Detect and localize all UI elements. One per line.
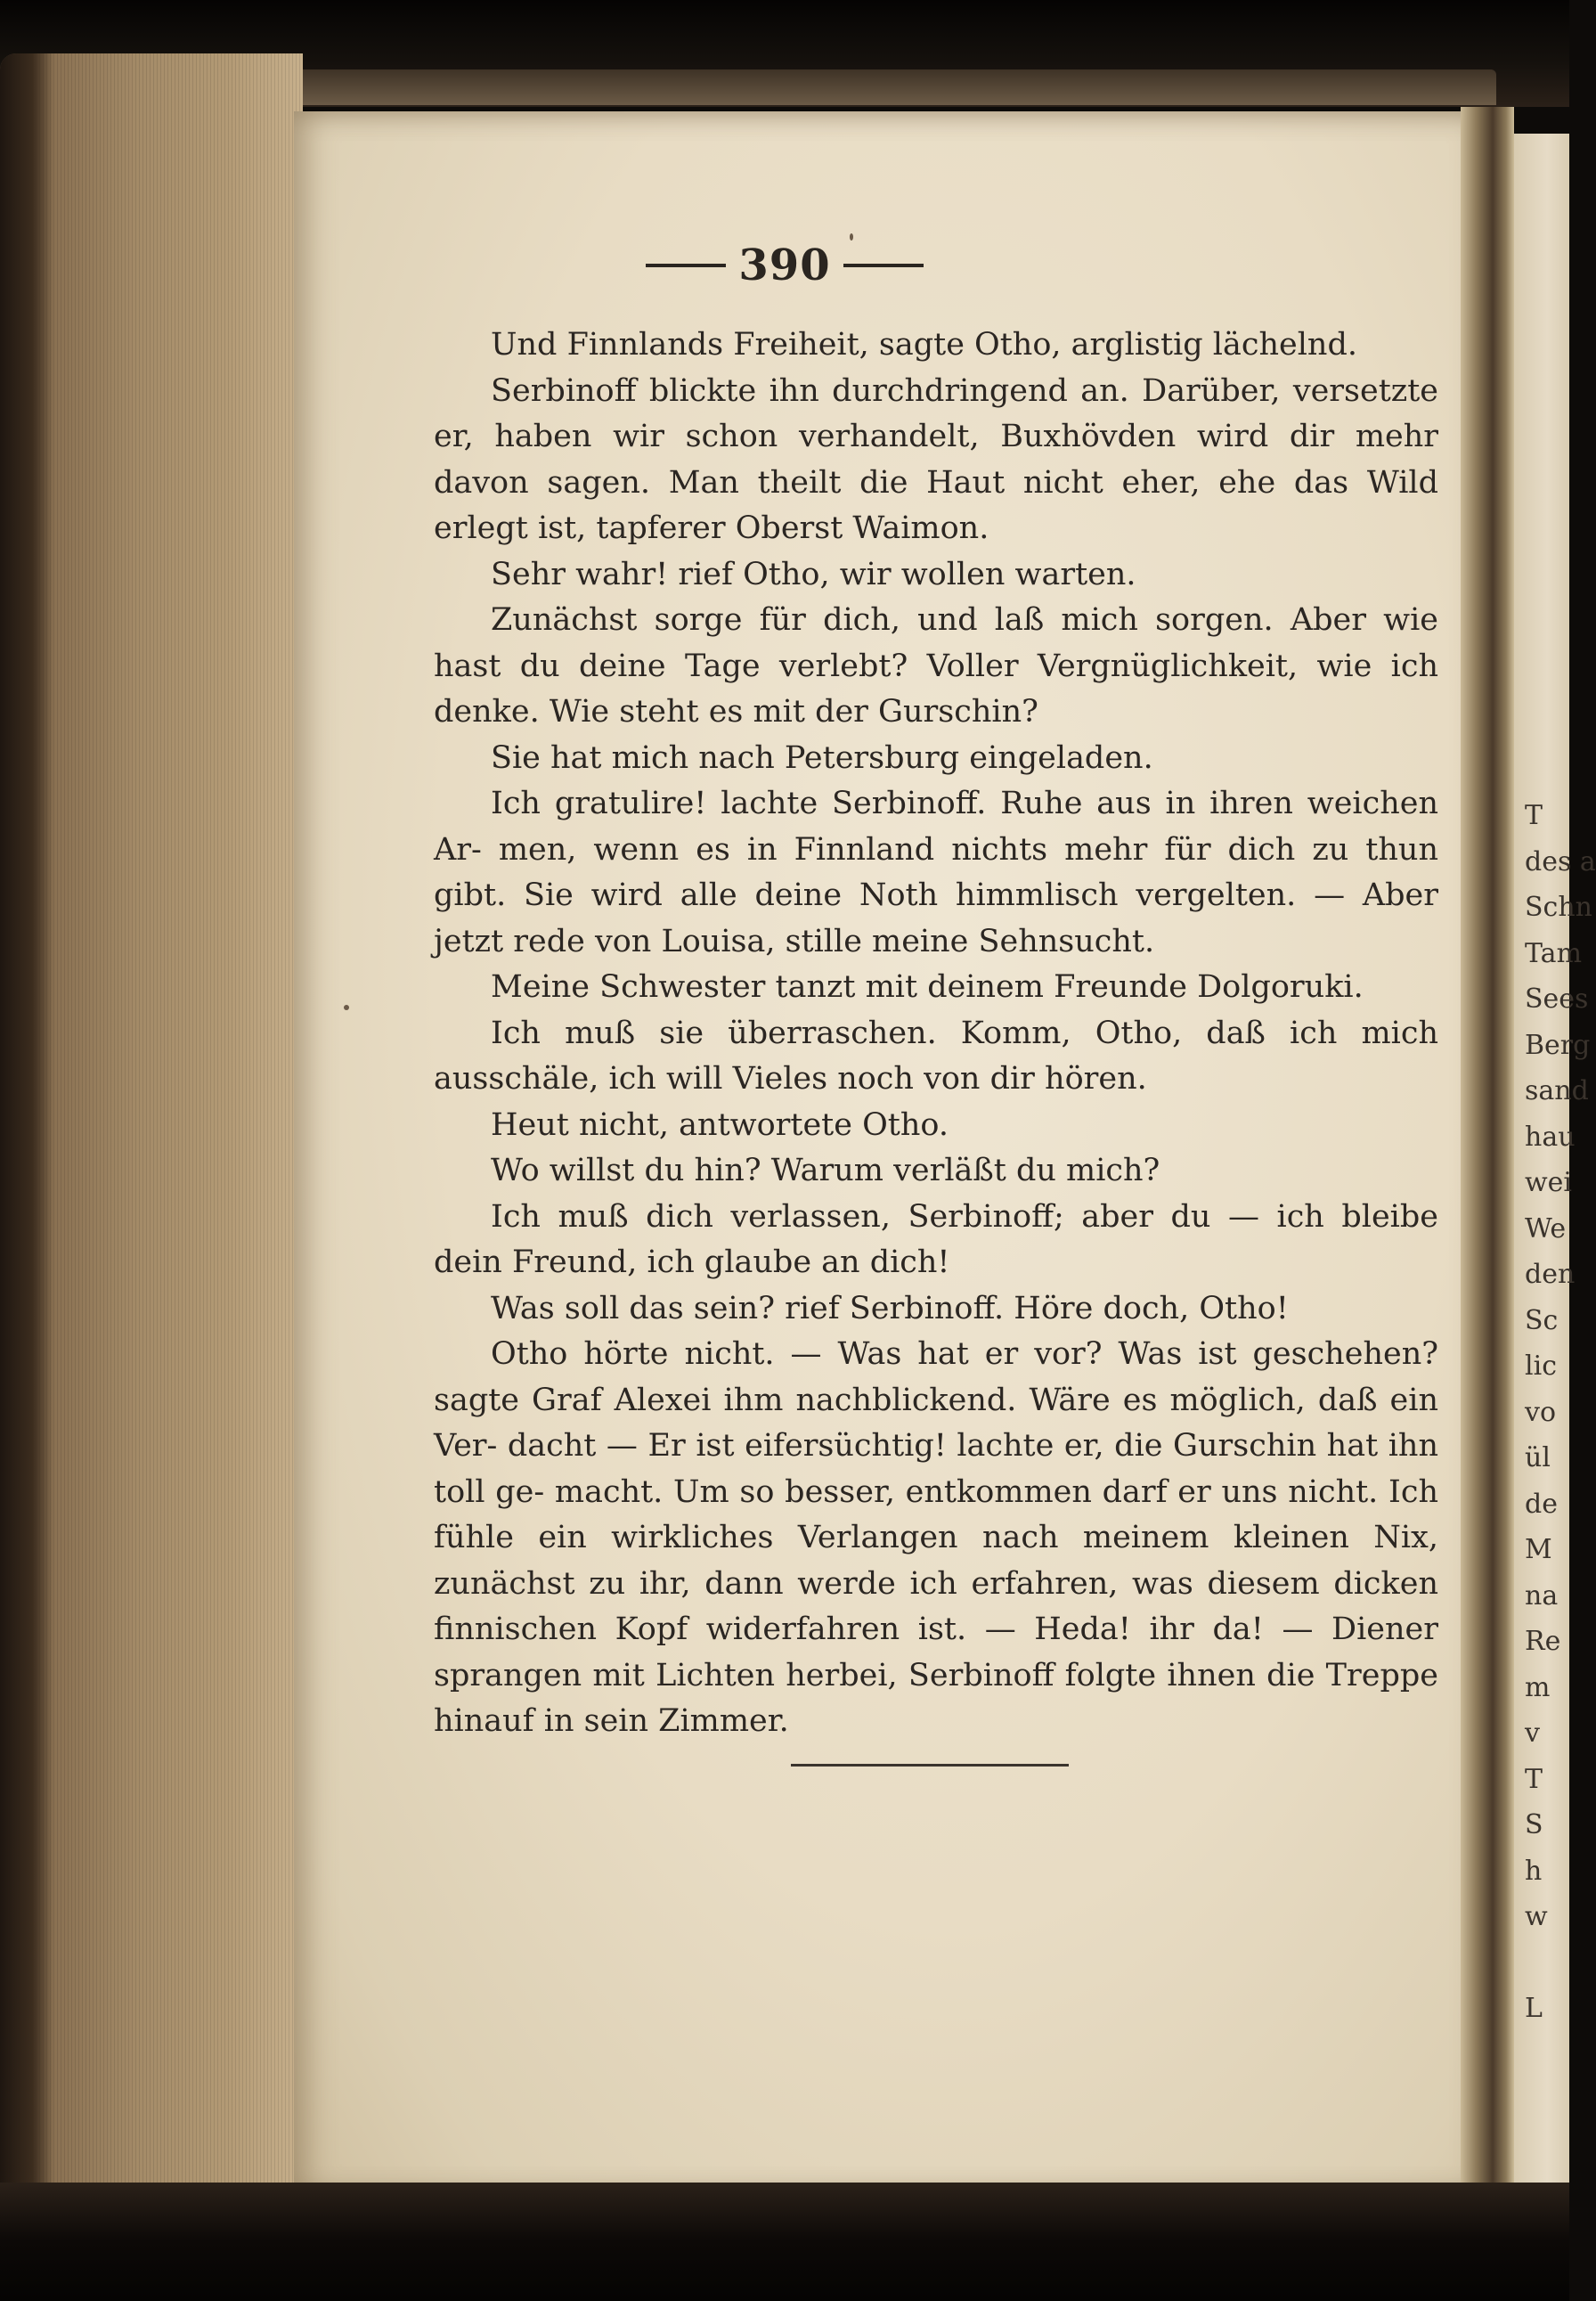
facing-page-line: We (1525, 1212, 1567, 1244)
facing-page-line: Re (1525, 1626, 1561, 1657)
facing-page-line: T (1525, 1763, 1543, 1795)
facing-page-line: Sc (1525, 1304, 1559, 1336)
paragraph: Ich muß dich verlassen, Serbinoff; aber du — ich bleibe dein Freund, ich glaube an dich! (434, 1198, 1438, 1280)
paragraph: Ich gratulire! lachte Serbinoff. Ruhe aus in ihren weichen Ar- men, wenn es in Finnland nichts mehr für dich zu thun gibt. Sie wird alle deine Noth himmlisch vergelten. — Aber jetzt rede von Louisa, stille meine Sehnsucht. (434, 786, 1438, 959)
paragraph: Ich muß sie überraschen. Komm, Otho, daß ich mich ausschäle, ich will Vieles noch von dir hören. (434, 1015, 1438, 1097)
facing-page-line: M (1525, 1534, 1552, 1565)
book-cover-bottom (0, 2183, 1569, 2301)
facing-page-line: des a (1525, 845, 1596, 877)
facing-page-line: L (1525, 1993, 1543, 2024)
facing-page-line (1514, 1940, 1569, 1987)
paragraph: Heut nicht, antwortete Otho. (491, 1106, 949, 1143)
paragraph: Und Finnlands Freiheit, sagte Otho, arglistig lächelnd. (491, 327, 1357, 363)
facing-page-fragment (1514, 134, 1596, 2191)
facing-page-line: m (1525, 1671, 1551, 1703)
paragraph: Serbinoff blickte ihn durchdringend an. Darüber, versetzte er, haben wir schon verhandelt, Buxhövden wird dir mehr davon sagen. Man theilt die Haut nicht eher, ehe das Wild erlegt ist, tapferer Oberst Waimon. (434, 372, 1438, 546)
paper-speck (850, 233, 853, 241)
facing-page-line: hau (1525, 1121, 1576, 1153)
facing-page-line: vo (1525, 1396, 1557, 1428)
page-body-text (434, 322, 1438, 1745)
facing-page-line: wei (1525, 1167, 1573, 1198)
paper-speck (344, 1005, 349, 1010)
paragraph: Sie hat mich nach Petersburg eingeladen. (491, 739, 1153, 776)
paragraph: Zunächst sorge für dich, und laß mich sorgen. Aber wie hast du deine Tage verlebt? Voller Vergnüglichkeit, wie ich denke. Wie steht es mit der Gurschin? (434, 602, 1438, 730)
facing-page-line: na (1525, 1579, 1559, 1612)
facing-page-line: Berg (1525, 1029, 1591, 1061)
facing-page-line: Sees (1525, 983, 1589, 1015)
facing-page-line: lic (1525, 1350, 1557, 1382)
facing-page-line: ül (1525, 1442, 1551, 1473)
facing-page-line: h (1525, 1855, 1543, 1887)
paragraph: Sehr wahr! rief Otho, wir wollen warten. (491, 556, 1136, 592)
header-dash-right (843, 264, 924, 267)
chapter-end-rule (791, 1764, 1069, 1767)
facing-page-text (1514, 793, 1596, 2032)
facing-page-line: S (1525, 1809, 1543, 1840)
page-header (0, 241, 1569, 290)
facing-page-line: den (1525, 1259, 1576, 1290)
page-number: 390 (738, 241, 831, 290)
paragraph: Was soll das sein? rief Serbinoff. Höre doch, Otho! (491, 1290, 1289, 1326)
facing-page-line: sand (1525, 1075, 1589, 1106)
facing-page-line: v (1525, 1718, 1540, 1749)
paragraph: Otho hörte nicht. — Was hat er vor? Was ist geschehen? sagte Graf Alexei ihm nachblickend. Wäre es möglich, daß ein Ver- dacht — Er ist eifersüchtig! lachte er, die Gurschin hat ihn toll ge- macht. Um so besser, entkommen darf er uns nicht. Ich fühle ein wirkliches Verlangen nach meinem kleinen Nix, zunächst zu ihr, dann werde ich erfahren, was diesem dicken finnischen Kopf widerfahren ist. — Heda! ihr da! — Diener sprangen mit Lichten herbei, Serbinoff folgte ihnen die Treppe hinauf in sein Zimmer. (434, 1336, 1438, 1739)
facing-page-line: w (1525, 1901, 1548, 1932)
paragraph: Wo willst du hin? Warum verläßt du mich? (491, 1153, 1160, 1188)
facing-page-line: Tam (1525, 937, 1583, 969)
facing-page-line: T (1525, 800, 1543, 831)
book-gutter (1461, 107, 1514, 2227)
paragraph: Meine Schwester tanzt mit deinem Freunde Dolgoruki. (491, 969, 1364, 1005)
header-dash-left (646, 264, 726, 267)
facing-page-line: Schn (1525, 892, 1592, 923)
facing-page-line: de (1525, 1488, 1558, 1520)
book-cover-left-edge (0, 53, 53, 2227)
